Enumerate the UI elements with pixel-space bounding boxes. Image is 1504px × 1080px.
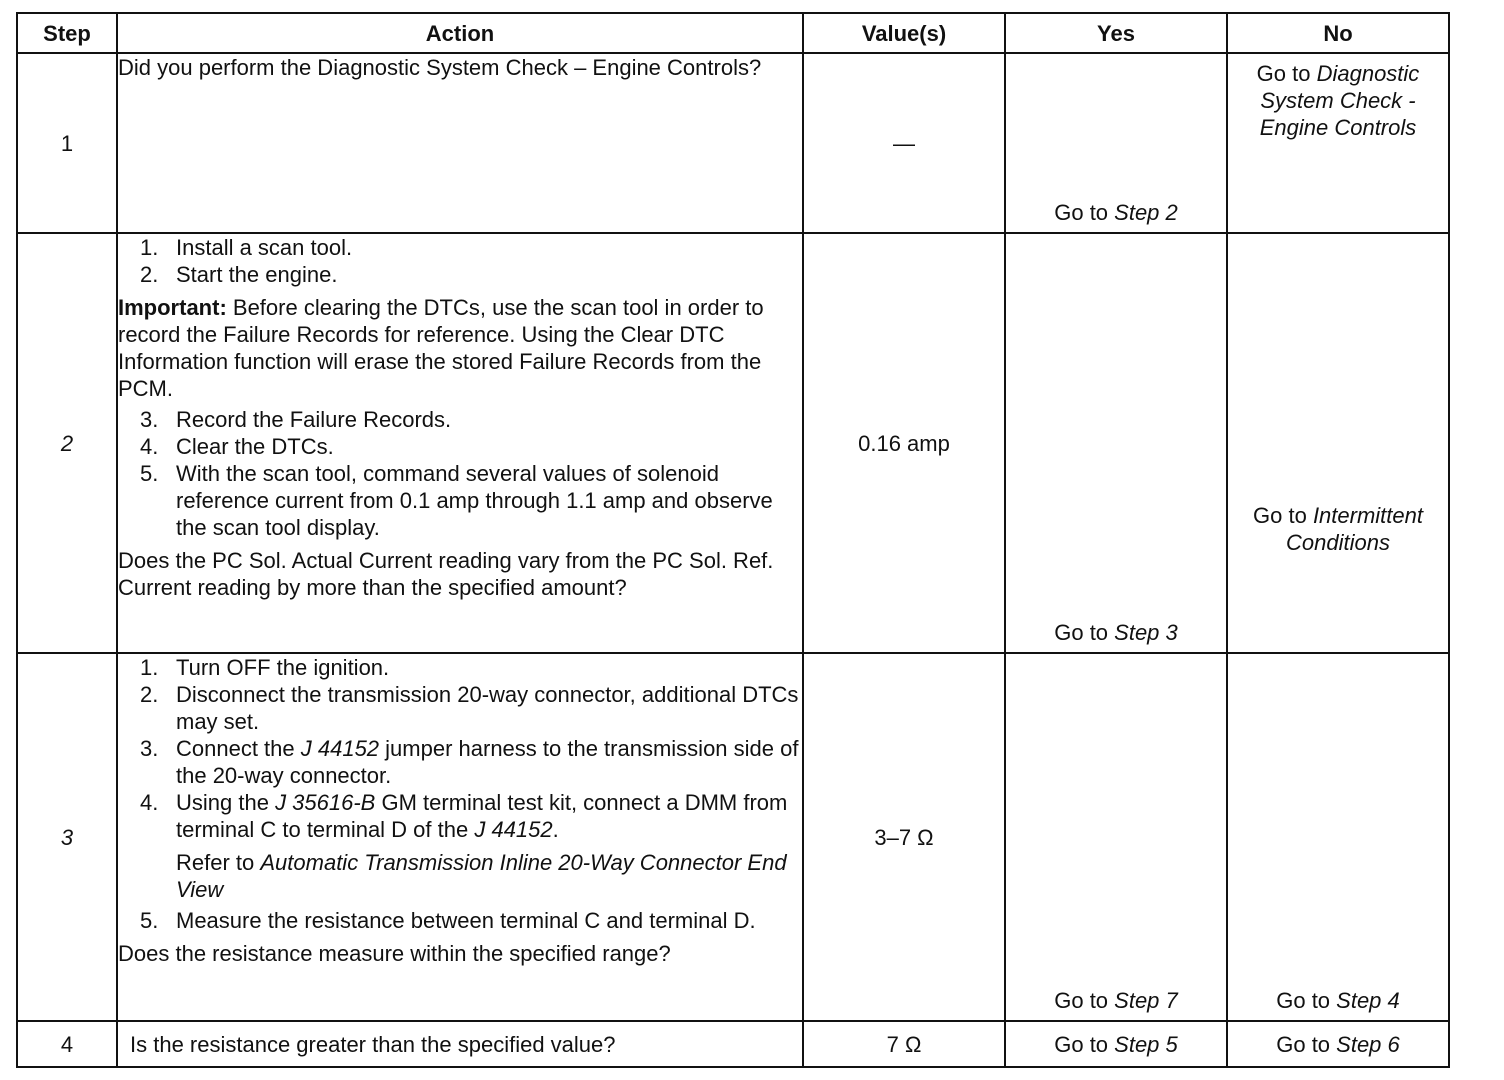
procedure-link[interactable]: Automatic Transmission Inline 20-Way Connector End View <box>176 850 787 902</box>
procedure-link[interactable]: Intermittent Conditions <box>1286 503 1423 555</box>
action-cell <box>117 53 803 233</box>
yes-cell <box>1005 653 1227 1021</box>
tool-reference: J 44152 <box>474 817 553 842</box>
no-goto[interactable]: Go to Step 6 <box>1276 1031 1400 1057</box>
no-cell <box>1227 1021 1449 1067</box>
header-values: Value(s) <box>803 13 1005 53</box>
list-item: 2. Start the engine. <box>140 262 338 287</box>
value-cell: 0.16 amp <box>803 233 1005 653</box>
step-link[interactable]: Step 7 <box>1114 988 1178 1013</box>
step-link[interactable]: Step 6 <box>1336 1031 1400 1057</box>
header-yes: Yes <box>1005 13 1227 53</box>
list-item: 2. Disconnect the transmission 20-way connector, additional DTCs may set. <box>140 682 799 734</box>
table-row <box>17 653 1449 1021</box>
important-note: Important: Before clearing the DTCs, use the scan tool in order to record the Failure Records for reference. Using the Clear DTC Information function will erase the stored Failure Records from the PCM. <box>118 295 764 401</box>
step-link[interactable]: Step 3 <box>1114 620 1178 645</box>
no-goto[interactable]: Go to Intermittent Conditions <box>1253 503 1423 555</box>
yes-goto[interactable]: Go to Step 2 <box>1054 200 1178 225</box>
list-item: 4. Using the J 35616-B GM terminal test kit, connect a DMM from terminal C to terminal D of the J 44152. <box>140 790 788 842</box>
question-text: Does the resistance measure within the specified range? <box>118 941 671 966</box>
header-row <box>17 13 1449 53</box>
action-text: Did you perform the Diagnostic System Check – Engine Controls? <box>118 55 762 80</box>
action-cell <box>117 233 803 653</box>
action-cell <box>117 653 803 1021</box>
refer-note: Refer to Automatic Transmission Inline 20-Way Connector End View <box>176 850 787 902</box>
yes-cell <box>1005 53 1227 233</box>
instruction-list <box>118 907 802 934</box>
list-item: 1. Turn OFF the ignition. <box>140 655 390 680</box>
no-goto[interactable]: Go to Step 4 <box>1276 988 1400 1013</box>
yes-goto[interactable]: Go to Step 3 <box>1054 620 1178 645</box>
list-item: 1. Install a scan tool. <box>140 235 353 260</box>
list-item: 5. With the scan tool, command several values of solenoid reference current from 0.1 amp through 1.1 amp and observe the scan tool display. <box>140 461 773 540</box>
list-item: 3. Record the Failure Records. <box>140 407 452 432</box>
no-cell <box>1227 53 1449 233</box>
diagnostic-table <box>16 12 1450 1068</box>
step-link[interactable]: Step 4 <box>1336 988 1400 1013</box>
step-number: 2 <box>17 233 117 653</box>
question-text: Does the PC Sol. Actual Current reading vary from the PC Sol. Ref. Current reading by more than the specified amount? <box>118 548 774 600</box>
value-cell: 3–7 Ω <box>803 653 1005 1021</box>
step-link[interactable]: Step 5 <box>1114 1031 1178 1057</box>
yes-cell <box>1005 233 1227 653</box>
instruction-list <box>118 406 802 541</box>
tool-reference: J 44152 <box>300 736 380 761</box>
value-cell: — <box>803 53 1005 233</box>
step-link[interactable]: Step 2 <box>1114 200 1178 225</box>
header-step: Step <box>17 13 117 53</box>
action-cell: Is the resistance greater than the specified value? <box>117 1021 803 1067</box>
header-action: Action <box>117 13 803 53</box>
table-row <box>17 233 1449 653</box>
value-cell: 7 Ω <box>803 1021 1005 1067</box>
list-item: 4. Clear the DTCs. <box>140 434 334 459</box>
instruction-list <box>118 234 802 288</box>
header-no: No <box>1227 13 1449 53</box>
step-number: 1 <box>17 53 117 233</box>
yes-cell <box>1005 1021 1227 1067</box>
table-row <box>17 53 1449 233</box>
no-goto[interactable]: Go to Diagnostic System Check - Engine Controls <box>1256 61 1420 140</box>
step-number: 4 <box>17 1021 117 1067</box>
list-item: 5. Measure the resistance between terminal C and terminal D. <box>140 908 756 933</box>
no-cell <box>1227 653 1449 1021</box>
yes-goto[interactable]: Go to Step 7 <box>1054 988 1178 1013</box>
no-cell <box>1227 233 1449 653</box>
list-item: 3. Connect the J 44152 jumper harness to the transmission side of the 20-way connector. <box>140 736 799 788</box>
instruction-list <box>118 654 802 843</box>
table-row <box>17 1021 1449 1067</box>
procedure-link[interactable]: Diagnostic System Check - Engine Controls <box>1259 61 1420 140</box>
step-number: 3 <box>17 653 117 1021</box>
tool-reference: J 35616-B <box>275 790 376 815</box>
yes-goto[interactable]: Go to Step 5 <box>1054 1031 1178 1057</box>
